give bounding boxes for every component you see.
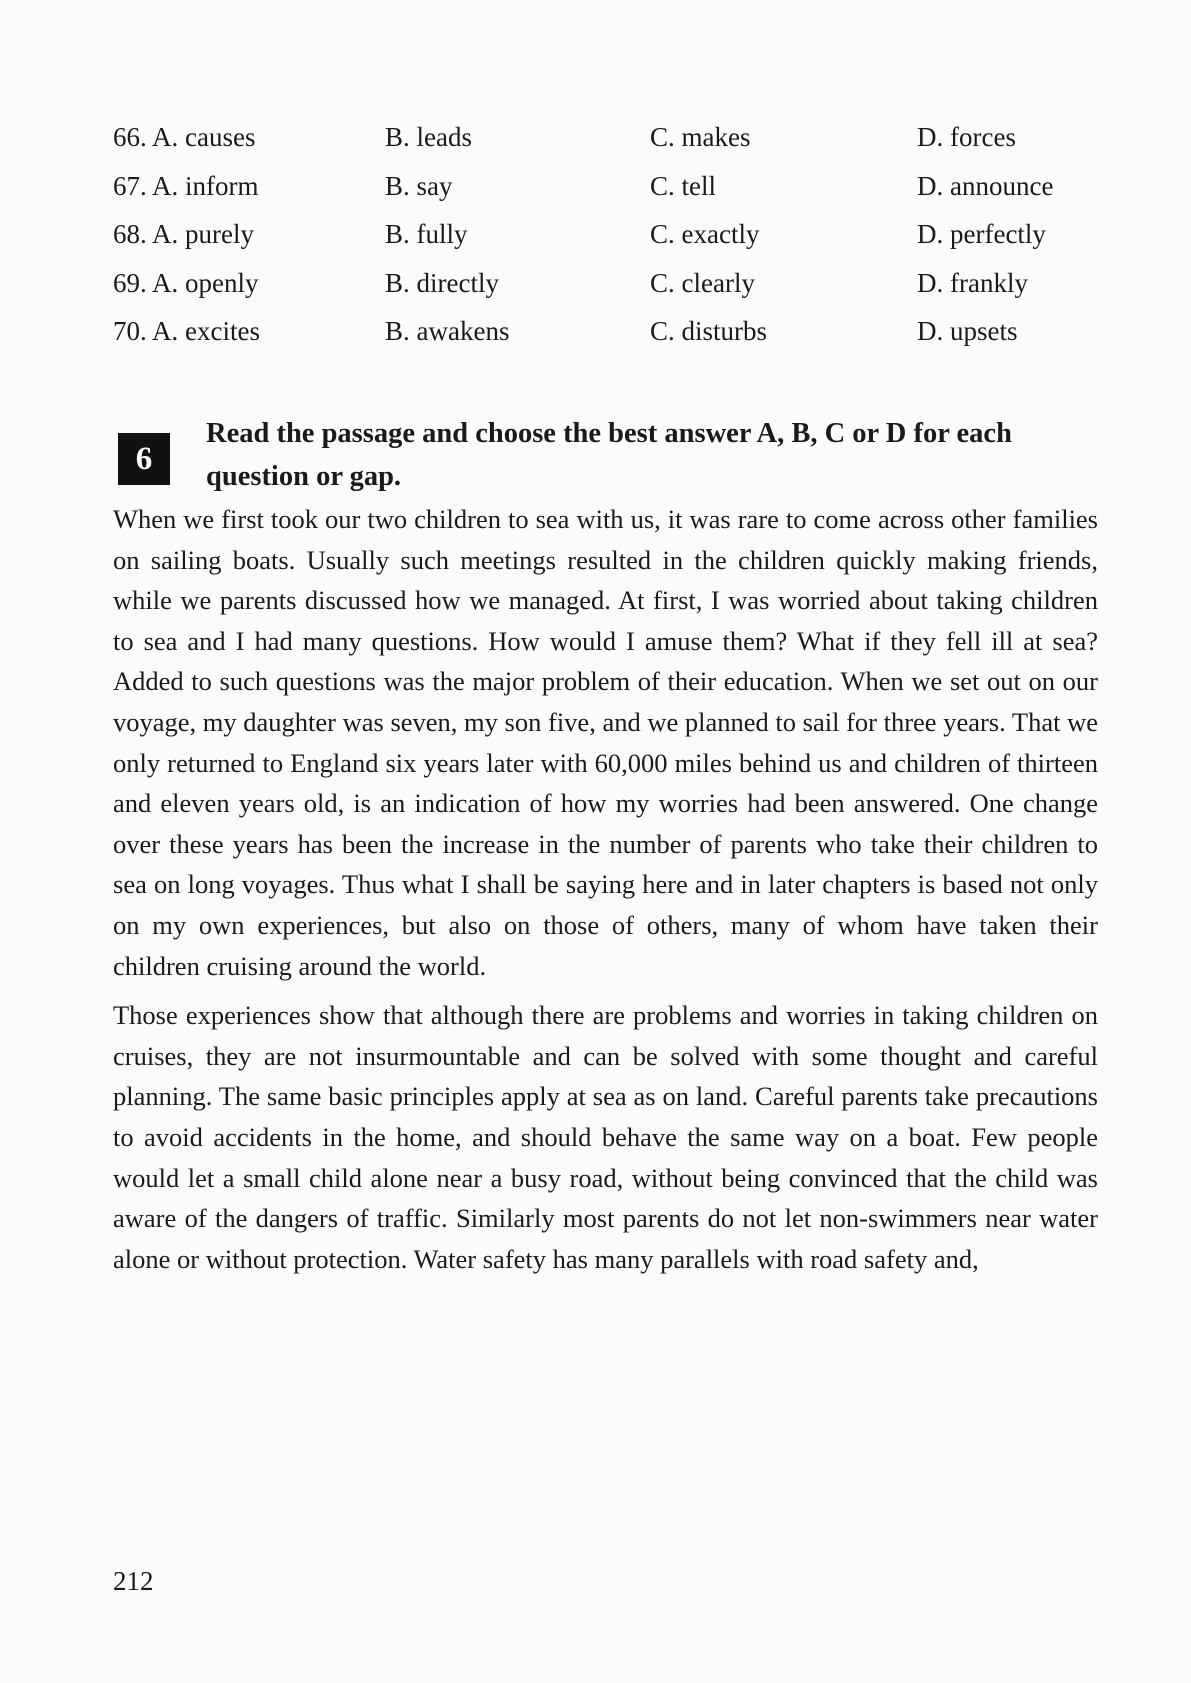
option-row-69 — [113, 259, 1113, 308]
option-b: B. leads — [385, 122, 472, 152]
option-d: D. upsets — [917, 316, 1018, 346]
option-c: C. clearly — [650, 267, 755, 298]
option-row-68 — [113, 210, 1113, 259]
section-number-badge: 6 — [118, 433, 170, 485]
passage-paragraph: When we first took our two children to sea with us, it was rare to come across other families on sailing boats. Usually such meetings resulted in the children quickly making friends, while we parents discussed how we managed. At first, I was worried about taking children to sea and I had many questions. How would I amuse them? What if they fell ill at sea? Added to such questions was the major problem of their education. When we set out on our voyage, my daughter was seven, my son five, and we planned to sail for three years. That we only returned to England six years later with 60,000 miles behind us and children of thirteen and eleven years old, is an indication of how my worries had been answered. One change over these years has been the increase in the number of parents who take their children to sea on long voyages. Thus what I shall be saying here and in later chapters is based not only on my own experiences, but also on those of others, many of whom have taken their children cruising around the world. — [113, 504, 1098, 981]
option-b: B. awakens — [385, 316, 510, 346]
option-a: 69. A. openly — [113, 267, 259, 298]
option-a: 70. A. excites — [113, 316, 260, 346]
option-c: C. exactly — [650, 219, 760, 249]
option-b: B. fully — [385, 219, 468, 249]
option-a: 67. A. inform — [113, 170, 259, 201]
reading-passage — [113, 499, 1098, 1288]
option-row-70 — [113, 307, 1113, 356]
option-c: C. makes — [650, 122, 751, 152]
option-d: D. forces — [917, 122, 1016, 152]
option-b: B. say — [385, 170, 453, 201]
option-d: D. perfectly — [917, 219, 1046, 249]
option-a: 66. A. causes — [113, 122, 256, 152]
option-row-66 — [113, 113, 1113, 162]
option-b: B. directly — [385, 267, 499, 298]
option-c: C. disturbs — [650, 316, 768, 346]
section-instruction: Read the passage and choose the best answer A, B, C or D for each question or gap. — [206, 418, 1012, 492]
section-header — [118, 412, 1118, 496]
page-number: 212 — [113, 1566, 154, 1596]
option-a: 68. A. purely — [113, 219, 254, 249]
option-d: D. frankly — [917, 267, 1028, 298]
option-c: C. tell — [650, 170, 716, 201]
option-row-67 — [113, 162, 1113, 211]
passage-paragraph: Those experiences show that although there are problems and worries in taking children on cruises, they are not insurmountable and can be solved with some thought and careful planning. The same basic principles apply at sea as on land. Careful parents take precautions to avoid accidents in the home, and should behave the same way on a boat. Few people would let a small child alone near a busy road, without being convinced that the child was aware of the dangers of traffic. Similarly most parents do not let non-swimmers near water alone or without protection. Water safety has many parallels with road safety and, — [113, 1000, 1098, 1274]
answer-options — [113, 113, 1113, 356]
option-d: D. announce — [917, 170, 1054, 201]
